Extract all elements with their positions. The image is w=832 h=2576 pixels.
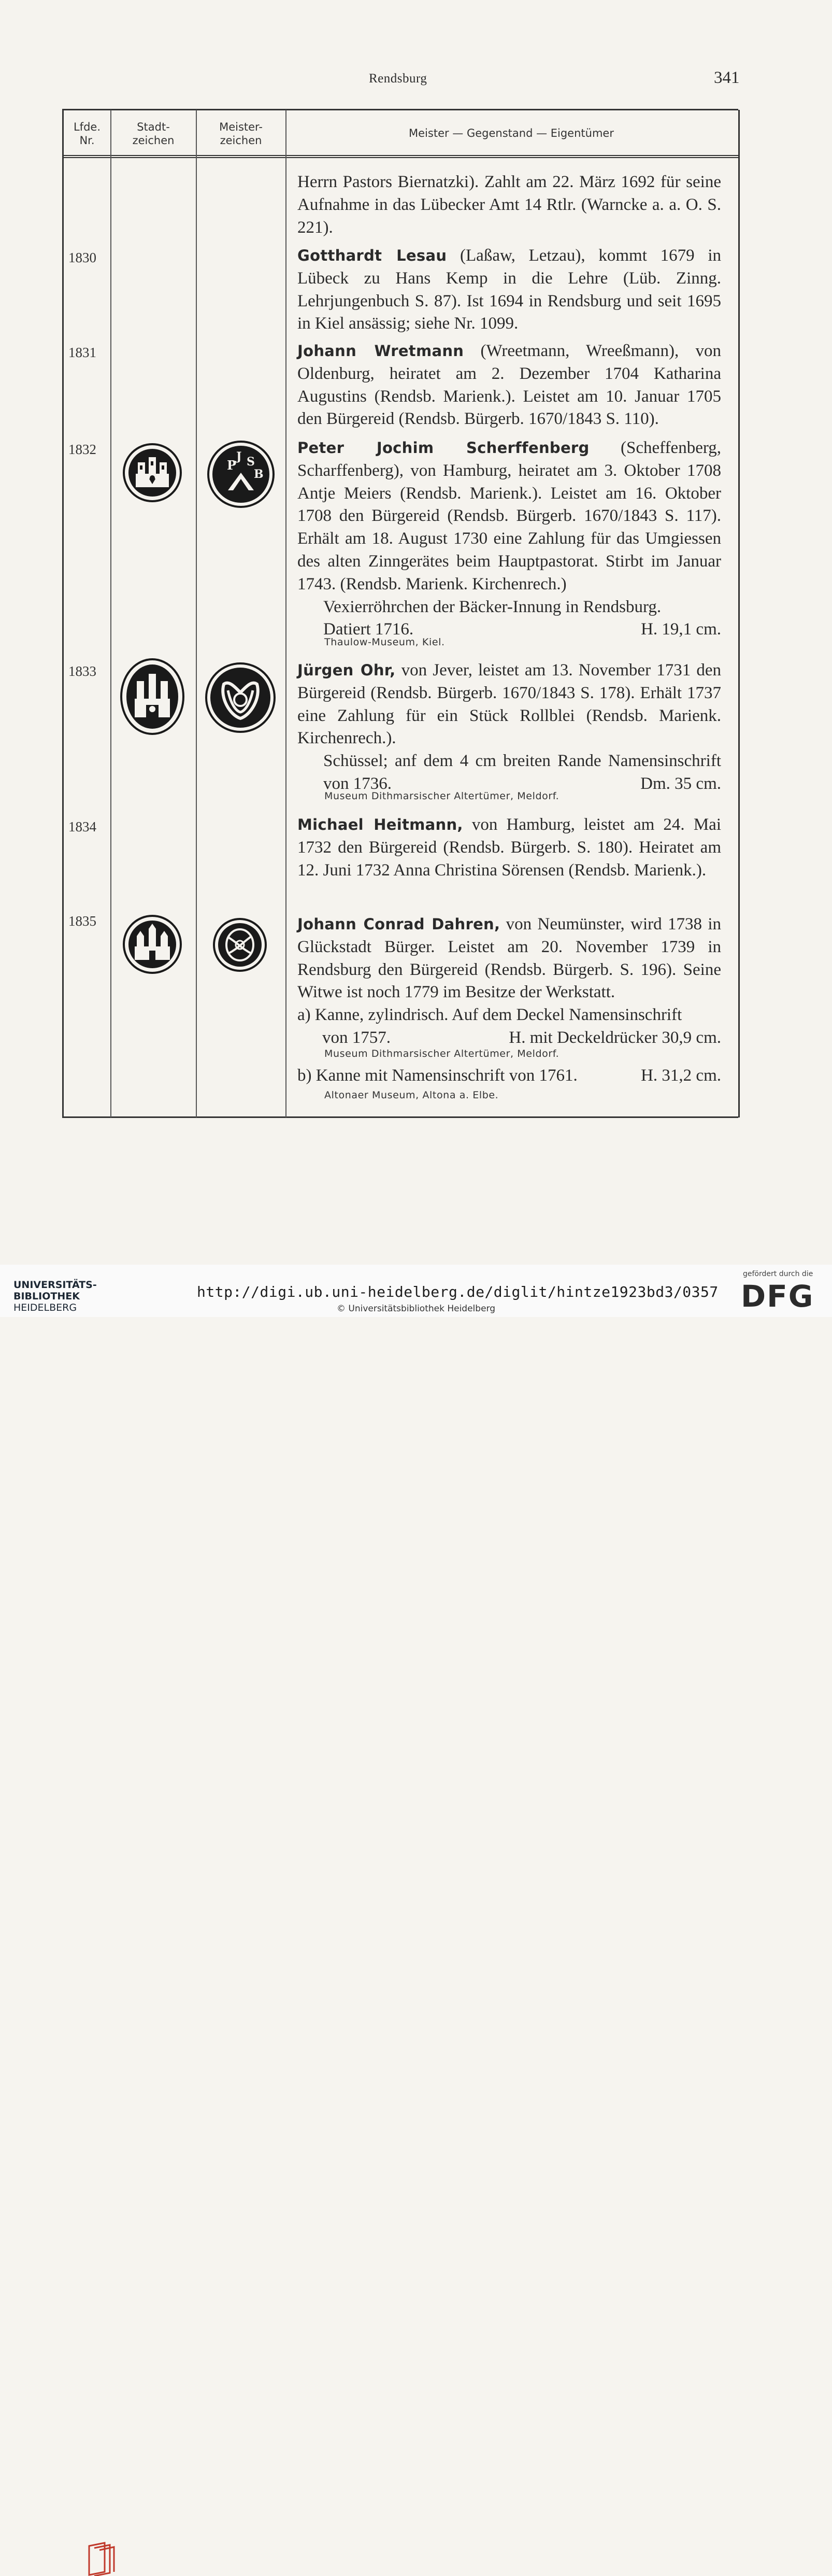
column-divider-3 — [285, 110, 286, 1117]
interlaced-monogram-seal-icon — [204, 661, 277, 734]
entry-number-1832: 1832 — [68, 442, 96, 457]
entry-number-1831: 1831 — [68, 345, 96, 360]
entry-number-1834: 1834 — [68, 819, 96, 834]
source-museum: Museum Dithmarsischer Altertümer, Meldorf. — [324, 790, 560, 802]
item-a-size: H. mit Deckeldrücker 30,9 cm. — [509, 1028, 721, 1047]
column-divider-2 — [196, 110, 197, 1117]
item-a-details — [297, 1027, 721, 1050]
table-top-rule — [62, 109, 738, 110]
svg-text:J: J — [236, 450, 242, 463]
col-header-city-mark: Stadt- zeichen — [132, 121, 175, 147]
header-rule — [62, 155, 738, 156]
object-size: H. 19,1 cm. — [641, 620, 721, 639]
copyright-notice: © Universitätsbibliothek Heidelberg — [337, 1304, 496, 1314]
svg-text:S: S — [247, 455, 255, 469]
column-divider-1 — [110, 110, 111, 1117]
item-a-date: von 1757. — [322, 1028, 391, 1047]
source-museum-a: Museum Dithmarsischer Altertümer, Meldorf. — [324, 1048, 560, 1059]
entry-1832 — [297, 437, 721, 641]
source-museum: Thaulow-Museum, Kiel. — [324, 636, 445, 648]
scanned-page — [0, 0, 832, 1265]
master-name: Gotthardt Lesau — [297, 247, 447, 264]
entry-text: (Scheffenberg, Scharffenberg), von Hamburg, heiratet am 3. Oktober 1708 Antje Meiers (Rendsb. Marienk.). Leistet am 16. Oktober 1708 den Bürgereid (Rendsb. Bürgerb. 1670/1843 S. 117). Erhält am 18. August 1730 eine Zahlung für das Umgiessen des alten Zinngerätes beim Hauptpastorat. Stirbt im Januar 1743. (Rendsb. Marienk. Kirchenrech.) — [297, 438, 721, 593]
dfg-caption: gefördert durch die — [743, 1270, 813, 1278]
entry-1835 — [297, 913, 721, 1050]
library-logo-text — [13, 1279, 97, 1313]
entry-1831 — [297, 340, 721, 431]
continuation-text: Herrn Pastors Biernatzki). Zahlt am 22. März 1692 für seine Aufnahme in das Lübecker Amt 14 Rtlr. (Warncke a. a. O. S. 221). — [297, 173, 721, 237]
source-museum-b: Altonaer Museum, Altona a. Elbe. — [324, 1089, 499, 1101]
entry-number-1830: 1830 — [68, 250, 96, 265]
item-b-size: H. 31,2 cm. — [641, 1066, 721, 1085]
continuation-entry — [297, 171, 721, 239]
col-header-description: Meister — Gegenstand — Eigentümer — [409, 127, 614, 139]
entry-text: von Jever, leistet am 13. November 1731 den Bürgereid (Rendsb. Bürgerb. 1670/1843 S. 178). Erhält 1737 eine Zahlung für ein Stück Rollblei (Rendsb. Marienk. Kirchenrech.). — [297, 661, 721, 748]
master-name: Johann Conrad Dahren, — [297, 915, 500, 933]
castle-towers-seal-icon — [122, 443, 182, 503]
item-b — [297, 1065, 721, 1087]
object-description: Vexierröhrchen der Bäcker-Innung in Rendsburg. — [323, 597, 662, 616]
object-date: Datiert 1716. — [323, 620, 414, 639]
table-bottom-rule — [62, 1116, 738, 1118]
page-number: 341 — [714, 68, 740, 87]
entry-1830 — [297, 245, 721, 335]
initials-seal-icon — [206, 440, 276, 509]
entry-text: (Laßaw, Letzau), kommt 1679 in Lübeck zu Hans Kemp in die Lehre (Lüb. Zinng. Lehrjungenbuch S. 87). Ist 1694 in Rendsburg und seit 1695 in Kiel ansässig; siehe Nr. 1099. — [297, 246, 722, 333]
interlaced-monogram-seal-icon — [212, 917, 267, 972]
master-name: Johann Wretmann — [297, 342, 464, 360]
svg-text:B: B — [254, 468, 264, 481]
entry-1834 — [297, 814, 721, 882]
permalink[interactable]: http://digi.ub.uni-heidelberg.de/diglit/hintze1923bd3/0357 — [197, 1283, 719, 1300]
item-a — [297, 1004, 721, 1027]
library-name-line3: HEIDELBERG — [13, 1302, 77, 1313]
entry-number-1835: 1835 — [68, 913, 96, 929]
item-b-text: b) Kanne mit Namensinschrift von 1761. — [297, 1066, 578, 1085]
entry-1833 — [297, 659, 721, 796]
entry-text: von Hamburg, leistet am 24. Mai 1732 den Bürgereid (Rendsb. Bürgerb. S. 180). Heiratet am 12. Juni 1732 Anna Christina Sörensen (Rendsb. Marienk.). — [297, 815, 721, 880]
running-title: Rendsburg — [369, 72, 427, 86]
col-header-master-mark: Meister- zeichen — [219, 121, 263, 147]
header-rule-2 — [62, 157, 738, 158]
library-name-line1: UNIVERSITÄTS- — [13, 1279, 97, 1291]
svg-text:P: P — [227, 458, 237, 473]
object-description — [297, 750, 721, 796]
entry-text: von Neumünster, wird 1738 in Glückstadt Bürger. Leistet am 20. November 1739 in Rendsburg den Bürgereid (Rendsb. Bürgerb. S. 196). Seine Witwe ist noch 1779 im Besitze der Werkstatt. — [297, 915, 721, 1002]
master-name: Michael Heitmann, — [297, 816, 463, 833]
object-size: Dm. 35 cm. — [640, 774, 721, 793]
library-logo-icon — [87, 2541, 116, 2576]
entry-1835-item-b — [297, 1065, 721, 1087]
col-header-number: Lfde. Nr. — [73, 121, 101, 147]
castle-towers-seal-icon — [119, 657, 185, 736]
entry-text: (Wreetmann, Wreeßmann), von Oldenburg, heiratet am 2. Dezember 1704 Katharina Augustins (Rendsb. Marienk.). Leistet am 10. Januar 1705 den Bürgereid (Rendsb. Bürgerb. 1670/1843 S. 110). — [297, 342, 721, 429]
item-a-text: a) Kanne, zylindrisch. Auf dem Deckel Namensinschrift — [297, 1006, 682, 1025]
dfg-logo: DFG — [741, 1279, 814, 1314]
castle-towers-seal-icon — [122, 914, 182, 974]
entry-number-1833: 1833 — [68, 663, 96, 679]
master-name: Peter Jochim Scherffenberg — [297, 439, 590, 457]
library-name-line2: BIBLIOTHEK — [13, 1291, 80, 1302]
object-text: Schüssel; anf dem 4 cm breiten Rande Namensinschrift von 1736. — [323, 752, 721, 793]
master-name: Jürgen Ohr, — [297, 661, 396, 679]
